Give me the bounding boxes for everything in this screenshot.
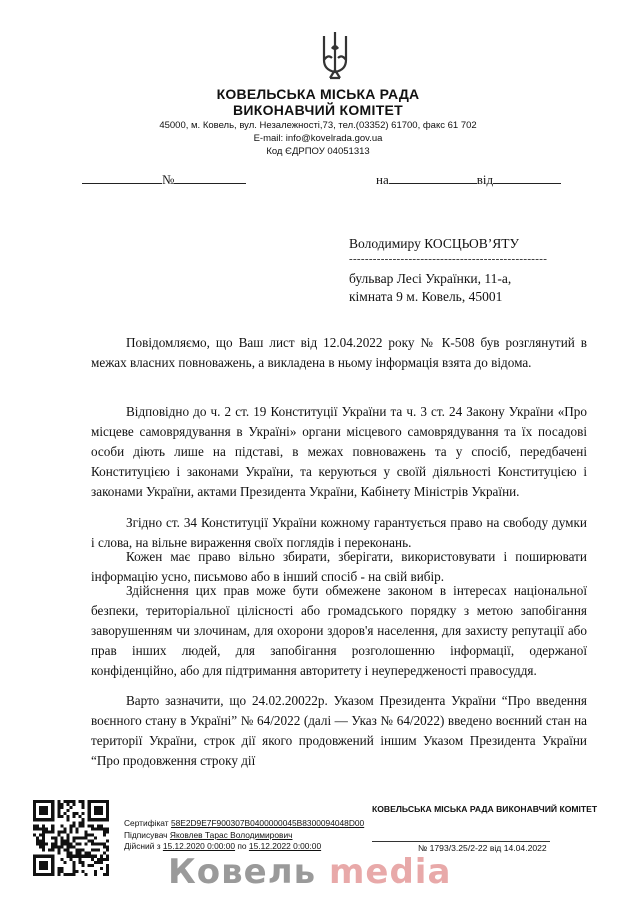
- paragraph-6: Варто зазначити, що 24.02.20022р. Указом Президента України “Про введення воєнного стану в Україні” № 64/2022 (далі — Указ № 64/2022) введено воєнний стан на території України, строк дії якого продовжений іншим Указом Президента України “Про продовження строку дії: [91, 693, 587, 768]
- outgoing-ref: [82, 172, 246, 188]
- recipient-address-line1: бульвар Лесі Українки, 11-а,: [349, 271, 512, 286]
- recipient-address-line2: кімната 9 м. Ковель, 45001: [349, 289, 503, 304]
- reg-stamp-org: КОВЕЛЬСЬКА МІСЬКА РАДА ВИКОНАВЧИЙ КОМІТЕТ: [372, 804, 598, 814]
- from-label: від: [476, 172, 494, 187]
- coat-of-arms-icon: [318, 30, 352, 82]
- valid-label: Дійсний з: [124, 841, 161, 851]
- digital-signature-block: [124, 818, 369, 853]
- paragraph-3: Згідно ст. 34 Конституції України кожному гарантується право на свободу думки і слова, на вільне вираження своїх поглядів і переконань.: [91, 515, 587, 550]
- signer-label: Підписувач: [124, 829, 168, 840]
- org-edrpou: Код ЄДРПОУ 04051313: [266, 146, 370, 157]
- signer-value: Яковлев Тарас Володимирович: [169, 829, 293, 840]
- incoming-ref: [376, 172, 561, 188]
- recipient-name: Володимиру КОСЦЬОВ’ЯТУ: [349, 236, 520, 251]
- paragraph-1: Повідомляємо, що Ваш лист від 12.04.2022 року № К-508 був розглянутий в межах власних повноважень, а викладена в ньому інформація взята до відома.: [91, 335, 587, 370]
- watermark: [168, 852, 451, 892]
- watermark-part2: media: [328, 852, 452, 892]
- reg-stamp-underline: [372, 817, 550, 842]
- qr-code: [33, 800, 109, 876]
- valid-to-label: по: [237, 841, 247, 851]
- reg-stamp-number: № 1793/3.25/2-22 від 14.04.2022: [418, 843, 547, 853]
- paragraph-2: Відповідно до ч. 2 ст. 19 Конституції України та ч. 3 ст. 24 Закону України «Про місцеве самоврядування в Україні» органи місцевого самоврядування та їх посадові особи діють лише на підставі, в межах повноважень та у спосіб, передбачені Конституцією і законами України, та керуються у своїй діяльності Конституцією і законами України, актами Президента України, Кабінету Міністрів України.: [91, 404, 587, 499]
- org-email: E-mail: info@kovelrada.gov.ua: [253, 133, 383, 144]
- paragraph-5: Здійснення цих прав може бути обмежене законом в інтересах національної безпеки, територіальної цілісності або громадського порядку з метою запобігання заворушенням чи злочинам, для охорони здоров'я населення, для захисту репутації або прав інших людей, для запобігання розголошенню інформації, одержаної конфіденційно, або для підтримання авторитету і неупередженості правосуддя.: [91, 583, 587, 678]
- valid-to: 15.12.2022 0:00:00: [248, 841, 322, 851]
- org-title-line2: ВИКОНАВЧИЙ КОМІТЕТ: [232, 102, 404, 118]
- number-label: №: [162, 172, 175, 187]
- org-title-line1: КОВЕЛЬСЬКА МІСЬКА РАДА: [216, 86, 420, 102]
- valid-from: 15.12.2020 0:00:00: [162, 841, 236, 851]
- cert-label: Сертифікат: [124, 818, 169, 828]
- org-address: 45000, м. Ковель, вул. Незалежності,73, тел.(03352) 61700, факс 61 702: [159, 120, 477, 131]
- watermark-part1: Ковель: [168, 852, 317, 892]
- recipient-dashes: --------------------------------------------------: [349, 253, 548, 265]
- cert-value: 58E2D9E7F900307B0400000045B8300094048D00: [170, 818, 365, 828]
- on-label: на: [376, 172, 389, 187]
- paragraph-4: Кожен має право вільно збирати, зберігати, використовувати і поширювати інформацію усно, письмово або в інший спосіб - на свій вибір.: [91, 549, 587, 584]
